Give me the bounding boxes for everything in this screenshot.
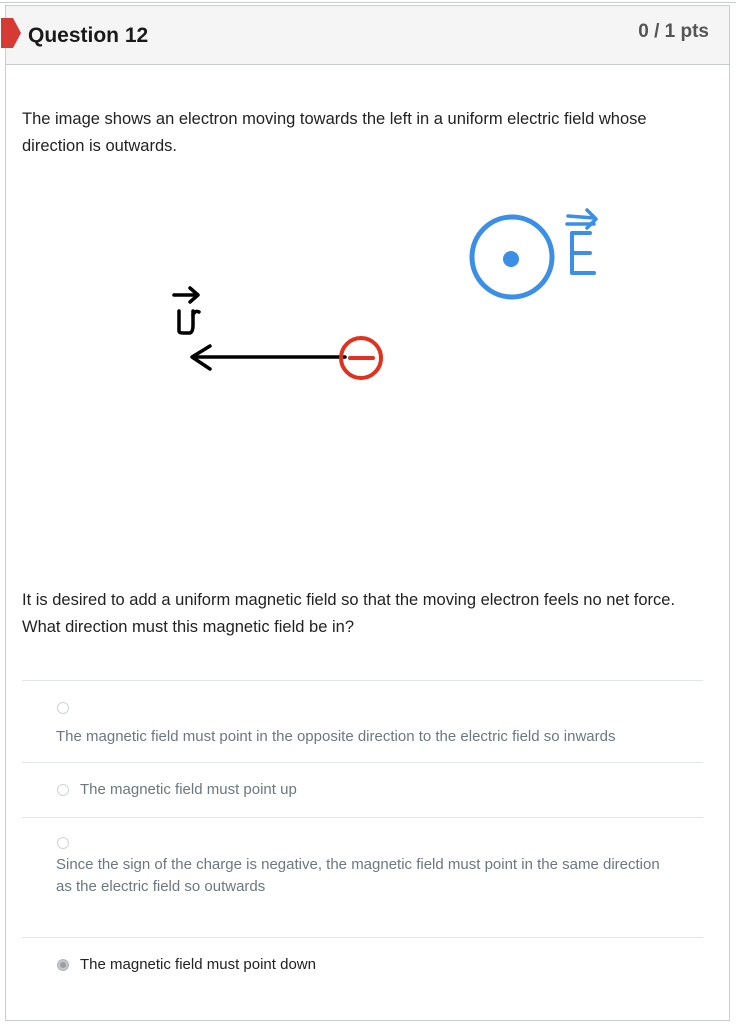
question-prompt: The image shows an electron moving towards the left in a uniform electric field whose direction is outwards. xyxy=(22,110,647,155)
answer-option-4[interactable] xyxy=(22,937,703,997)
radio-button-selected[interactable] xyxy=(57,959,69,971)
velocity-label xyxy=(174,288,199,333)
answer-list xyxy=(22,680,703,997)
answer-label: The magnetic field must point down xyxy=(80,956,316,973)
electron-icon xyxy=(341,338,381,378)
answer-option-3[interactable] xyxy=(22,817,703,937)
top-divider xyxy=(0,2,736,3)
question-points: 0 / 1 pts xyxy=(638,21,709,42)
question-prompt-continued: It is desired to add a uniform magnetic field so that the moving electron feels no net force. What direction must this magnetic field be in? xyxy=(22,591,676,636)
question-header xyxy=(6,6,729,65)
radio-button[interactable] xyxy=(57,702,69,714)
electric-field-out-icon xyxy=(472,217,552,297)
field-label xyxy=(567,210,596,273)
radio-button[interactable] xyxy=(57,837,69,849)
radio-button[interactable] xyxy=(57,784,69,796)
question-title: Question 12 xyxy=(28,24,149,47)
flag-icon[interactable] xyxy=(1,18,21,48)
answer-label: The magnetic field must point up xyxy=(80,781,297,798)
velocity-arrow xyxy=(192,346,345,369)
answer-label: The magnetic field must point in the opposite direction to the electric field so inwards xyxy=(56,728,616,745)
answer-option-1[interactable] xyxy=(22,680,703,762)
answer-option-2[interactable] xyxy=(22,762,703,817)
physics-diagram xyxy=(150,195,610,395)
answer-label: Since the sign of the charge is negative, the magnetic field must point in the same direction as the electric field so outwards xyxy=(56,856,660,895)
